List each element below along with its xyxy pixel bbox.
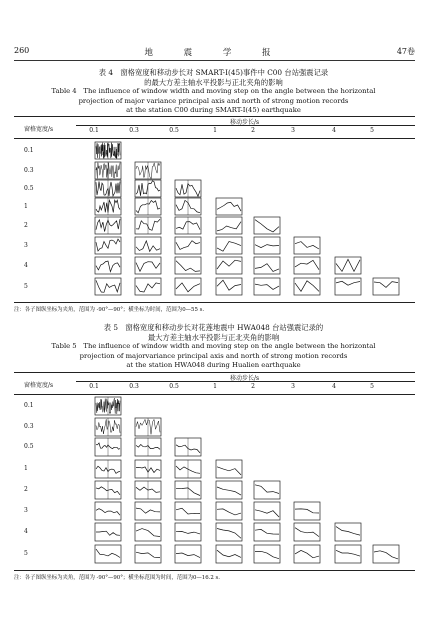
table5-caption	[20, 323, 407, 371]
row-header-width: 4	[24, 528, 28, 535]
row-header-width: 0.3	[24, 166, 34, 174]
table5-caption-en-1: Table 5 The influence of window width and moving step on the angle between the horizontal	[51, 342, 376, 350]
subplot-cell	[294, 257, 320, 274]
column-header-step: 5	[370, 383, 374, 390]
subplot-cell	[95, 438, 121, 456]
row-header-width: 5	[24, 282, 28, 290]
column-header-step: 0.3	[129, 383, 139, 390]
subplot-cell	[216, 237, 242, 254]
subplot-cell	[373, 278, 399, 295]
subplot-cell	[95, 198, 121, 215]
subplot-cell	[335, 523, 361, 541]
subplot-cell	[135, 278, 161, 295]
subplot-frame	[254, 502, 280, 520]
subplot-frame	[135, 257, 161, 274]
column-header-step: 3	[291, 127, 295, 134]
subplot-cell	[216, 481, 242, 499]
subplot-cell	[373, 545, 399, 563]
subplot-frame	[175, 523, 201, 541]
row-header-width: 1	[24, 465, 28, 472]
subplot-cell	[254, 481, 280, 499]
subplot-cell	[175, 217, 201, 234]
subplot-frame	[216, 237, 242, 254]
subplot-cell	[254, 278, 280, 295]
subplot-cell	[95, 217, 121, 234]
subplot-frame	[294, 237, 320, 254]
subplot-cell	[175, 237, 201, 254]
subplot-cell	[175, 257, 201, 274]
subplot-frame	[216, 545, 242, 563]
subplot-cell	[335, 278, 361, 295]
row-header-width: 2	[24, 486, 28, 493]
subplot-cell	[335, 545, 361, 563]
subplot-cell	[216, 502, 242, 520]
subplot-cell	[254, 545, 280, 563]
subplot-frame	[335, 278, 361, 295]
subplot-frame	[175, 237, 201, 254]
table4-caption-zh-1: 表 4 窗格宽度和移动步长对 SMART-Ⅰ(45)事件中 C00 台站强震记录	[98, 68, 329, 77]
table5	[14, 372, 415, 580]
corner-label: 窗格宽度/s	[24, 126, 54, 133]
step-axis-label: 移动步长/s	[230, 375, 260, 382]
subplot-cell	[135, 198, 161, 215]
subplot-frame	[95, 257, 121, 274]
subplot-cell	[95, 278, 121, 295]
subplot-cell	[216, 278, 242, 295]
row-header-width: 4	[24, 261, 28, 269]
table4-caption-en-3: at the station C00 during SMART-Ⅰ(45) earthquake	[126, 106, 301, 114]
subplot-cell	[175, 523, 201, 541]
column-header-step: 1	[213, 383, 217, 390]
subplot-cell	[216, 460, 242, 478]
subplot-frame	[294, 545, 320, 563]
subplot-frame	[254, 278, 280, 295]
column-header-step: 1	[213, 127, 217, 134]
corner-label: 窗格宽度/s	[24, 382, 54, 389]
column-header-step: 4	[332, 383, 336, 390]
subplot-cell	[175, 481, 201, 499]
subplot-frame	[335, 545, 361, 563]
subplot-cell	[95, 460, 121, 478]
running-header	[14, 46, 415, 58]
subplot-cell	[135, 418, 161, 436]
subplot-cell	[95, 502, 121, 520]
subplot-cell	[175, 545, 201, 563]
subplot-frame	[335, 523, 361, 541]
subplot-grid	[14, 116, 417, 304]
subplot-cell	[95, 180, 121, 197]
subplot-cell	[135, 438, 161, 456]
column-header-step: 0.1	[89, 383, 99, 390]
subplot-frame	[254, 523, 280, 541]
subplot-cell	[135, 217, 161, 234]
subplot-cell	[216, 198, 242, 215]
column-header-step: 0.5	[169, 127, 179, 134]
subplot-cell	[294, 545, 320, 563]
row-header-width: 1	[24, 202, 28, 210]
column-header-step: 0.3	[129, 127, 139, 134]
column-header-step: 3	[291, 383, 295, 390]
subplot-cell	[216, 523, 242, 541]
table4-caption-en-1: Table 4 The influence of window width and moving step on the angle between the horizontal	[51, 87, 376, 95]
column-header-step: 0.5	[169, 383, 179, 390]
subplot-cell	[175, 198, 201, 215]
subplot-cell	[175, 438, 201, 456]
subplot-frame	[175, 502, 201, 520]
column-header-step: 4	[332, 127, 336, 134]
subplot-cell	[294, 502, 320, 520]
row-header-width: 3	[24, 241, 28, 249]
subplot-cell	[216, 257, 242, 274]
table4-caption-en-2: projection of major variance principal axis and north of strong motion records	[78, 96, 349, 105]
subplot-frame	[216, 502, 242, 520]
subplot-cell	[135, 460, 161, 478]
table5-caption-en-2: projection of majorvariance principal axis and north of strong motion records	[79, 351, 348, 360]
subplot-cell	[135, 545, 161, 563]
subplot-frame	[254, 217, 280, 234]
subplot-frame	[216, 278, 242, 295]
row-header-width: 0.1	[24, 146, 34, 154]
subplot-cell	[175, 180, 201, 197]
subplot-cell	[175, 460, 201, 478]
subplot-cell	[95, 237, 121, 254]
subplot-cell	[95, 162, 121, 179]
subplot-cell	[135, 481, 161, 499]
row-header-width: 0.5	[24, 184, 34, 192]
page-number: 260	[14, 46, 30, 55]
subplot-cell	[294, 237, 320, 254]
subplot-frame	[254, 257, 280, 274]
subplot-cell	[175, 502, 201, 520]
row-header-width: 0.3	[24, 423, 34, 430]
subplot-cell	[254, 217, 280, 234]
header-rule	[14, 60, 415, 61]
subplot-cell	[254, 237, 280, 254]
subplot-cell	[135, 257, 161, 274]
subplot-cell	[135, 523, 161, 541]
subplot-grid	[14, 372, 417, 572]
column-header-step: 0.1	[89, 127, 99, 134]
subplot-cell	[254, 502, 280, 520]
subplot-frame	[135, 278, 161, 295]
column-header-step: 2	[251, 383, 255, 390]
subplot-frame	[216, 523, 242, 541]
step-axis-label: 移动步长/s	[230, 119, 260, 126]
subplot-cell	[95, 523, 121, 541]
row-header-width: 0.5	[24, 443, 34, 450]
subplot-cell	[135, 502, 161, 520]
table5-caption-en-3: at the station HWA048 during Hualien earthquake	[126, 361, 301, 369]
table5-caption-zh-1: 表 5 窗格宽度和移动步长对花莲地震中 HWA048 台站强震记录的	[103, 323, 324, 332]
column-header-step: 5	[370, 127, 374, 134]
table5-caption-zh-2: 最大方差主轴水平投影与正北夹角的影响	[147, 332, 280, 342]
table-note: 注：各子图纵坐标为夹角，范围为 -90°—90°；横坐标为时间，范围为0—55 s.	[14, 307, 205, 313]
table4	[14, 116, 415, 311]
subplot-frame	[95, 278, 121, 295]
subplot-frame	[373, 545, 399, 563]
table-note: 注：各子图纵坐标为夹角，范围为 -90°—90°；横坐标范围为时间，范围为0—16.2 s.	[14, 575, 220, 581]
row-header-width: 3	[24, 507, 28, 514]
subplot-cell	[254, 523, 280, 541]
table4-caption-zh-2: 的最大方差主轴水平投影与正北夹角的影响	[144, 77, 283, 87]
subplot-cell	[135, 162, 161, 179]
subplot-cell	[254, 257, 280, 274]
subplot-cell	[95, 142, 121, 159]
subplot-frame	[135, 545, 161, 563]
subplot-cell	[135, 237, 161, 254]
subplot-frame	[135, 523, 161, 541]
journal-title: 地 震 学 报	[144, 48, 285, 58]
row-header-width: 5	[24, 550, 28, 557]
table4-caption	[20, 68, 407, 116]
subplot-cell	[95, 418, 121, 436]
subplot-frame	[95, 237, 121, 254]
subplot-frame	[294, 502, 320, 520]
subplot-cell	[216, 545, 242, 563]
subplot-frame	[95, 545, 121, 563]
subplot-cell	[294, 278, 320, 295]
subplot-cell	[294, 523, 320, 541]
subplot-cell	[135, 180, 161, 197]
subplot-cell	[216, 217, 242, 234]
subplot-cell	[95, 545, 121, 563]
subplot-frame	[373, 278, 399, 295]
subplot-frame	[216, 460, 242, 478]
volume-label: 47卷	[396, 47, 415, 56]
subplot-cell	[95, 257, 121, 274]
row-header-width: 2	[24, 221, 28, 229]
row-header-width: 0.1	[24, 402, 34, 409]
subplot-frame	[254, 481, 280, 499]
subplot-frame	[135, 502, 161, 520]
subplot-frame	[254, 545, 280, 563]
subplot-cell	[95, 397, 121, 415]
subplot-cell	[95, 481, 121, 499]
subplot-frame	[175, 545, 201, 563]
subplot-cell	[175, 278, 201, 295]
subplot-frame	[294, 523, 320, 541]
subplot-cell	[335, 257, 361, 274]
column-header-step: 2	[251, 127, 255, 134]
